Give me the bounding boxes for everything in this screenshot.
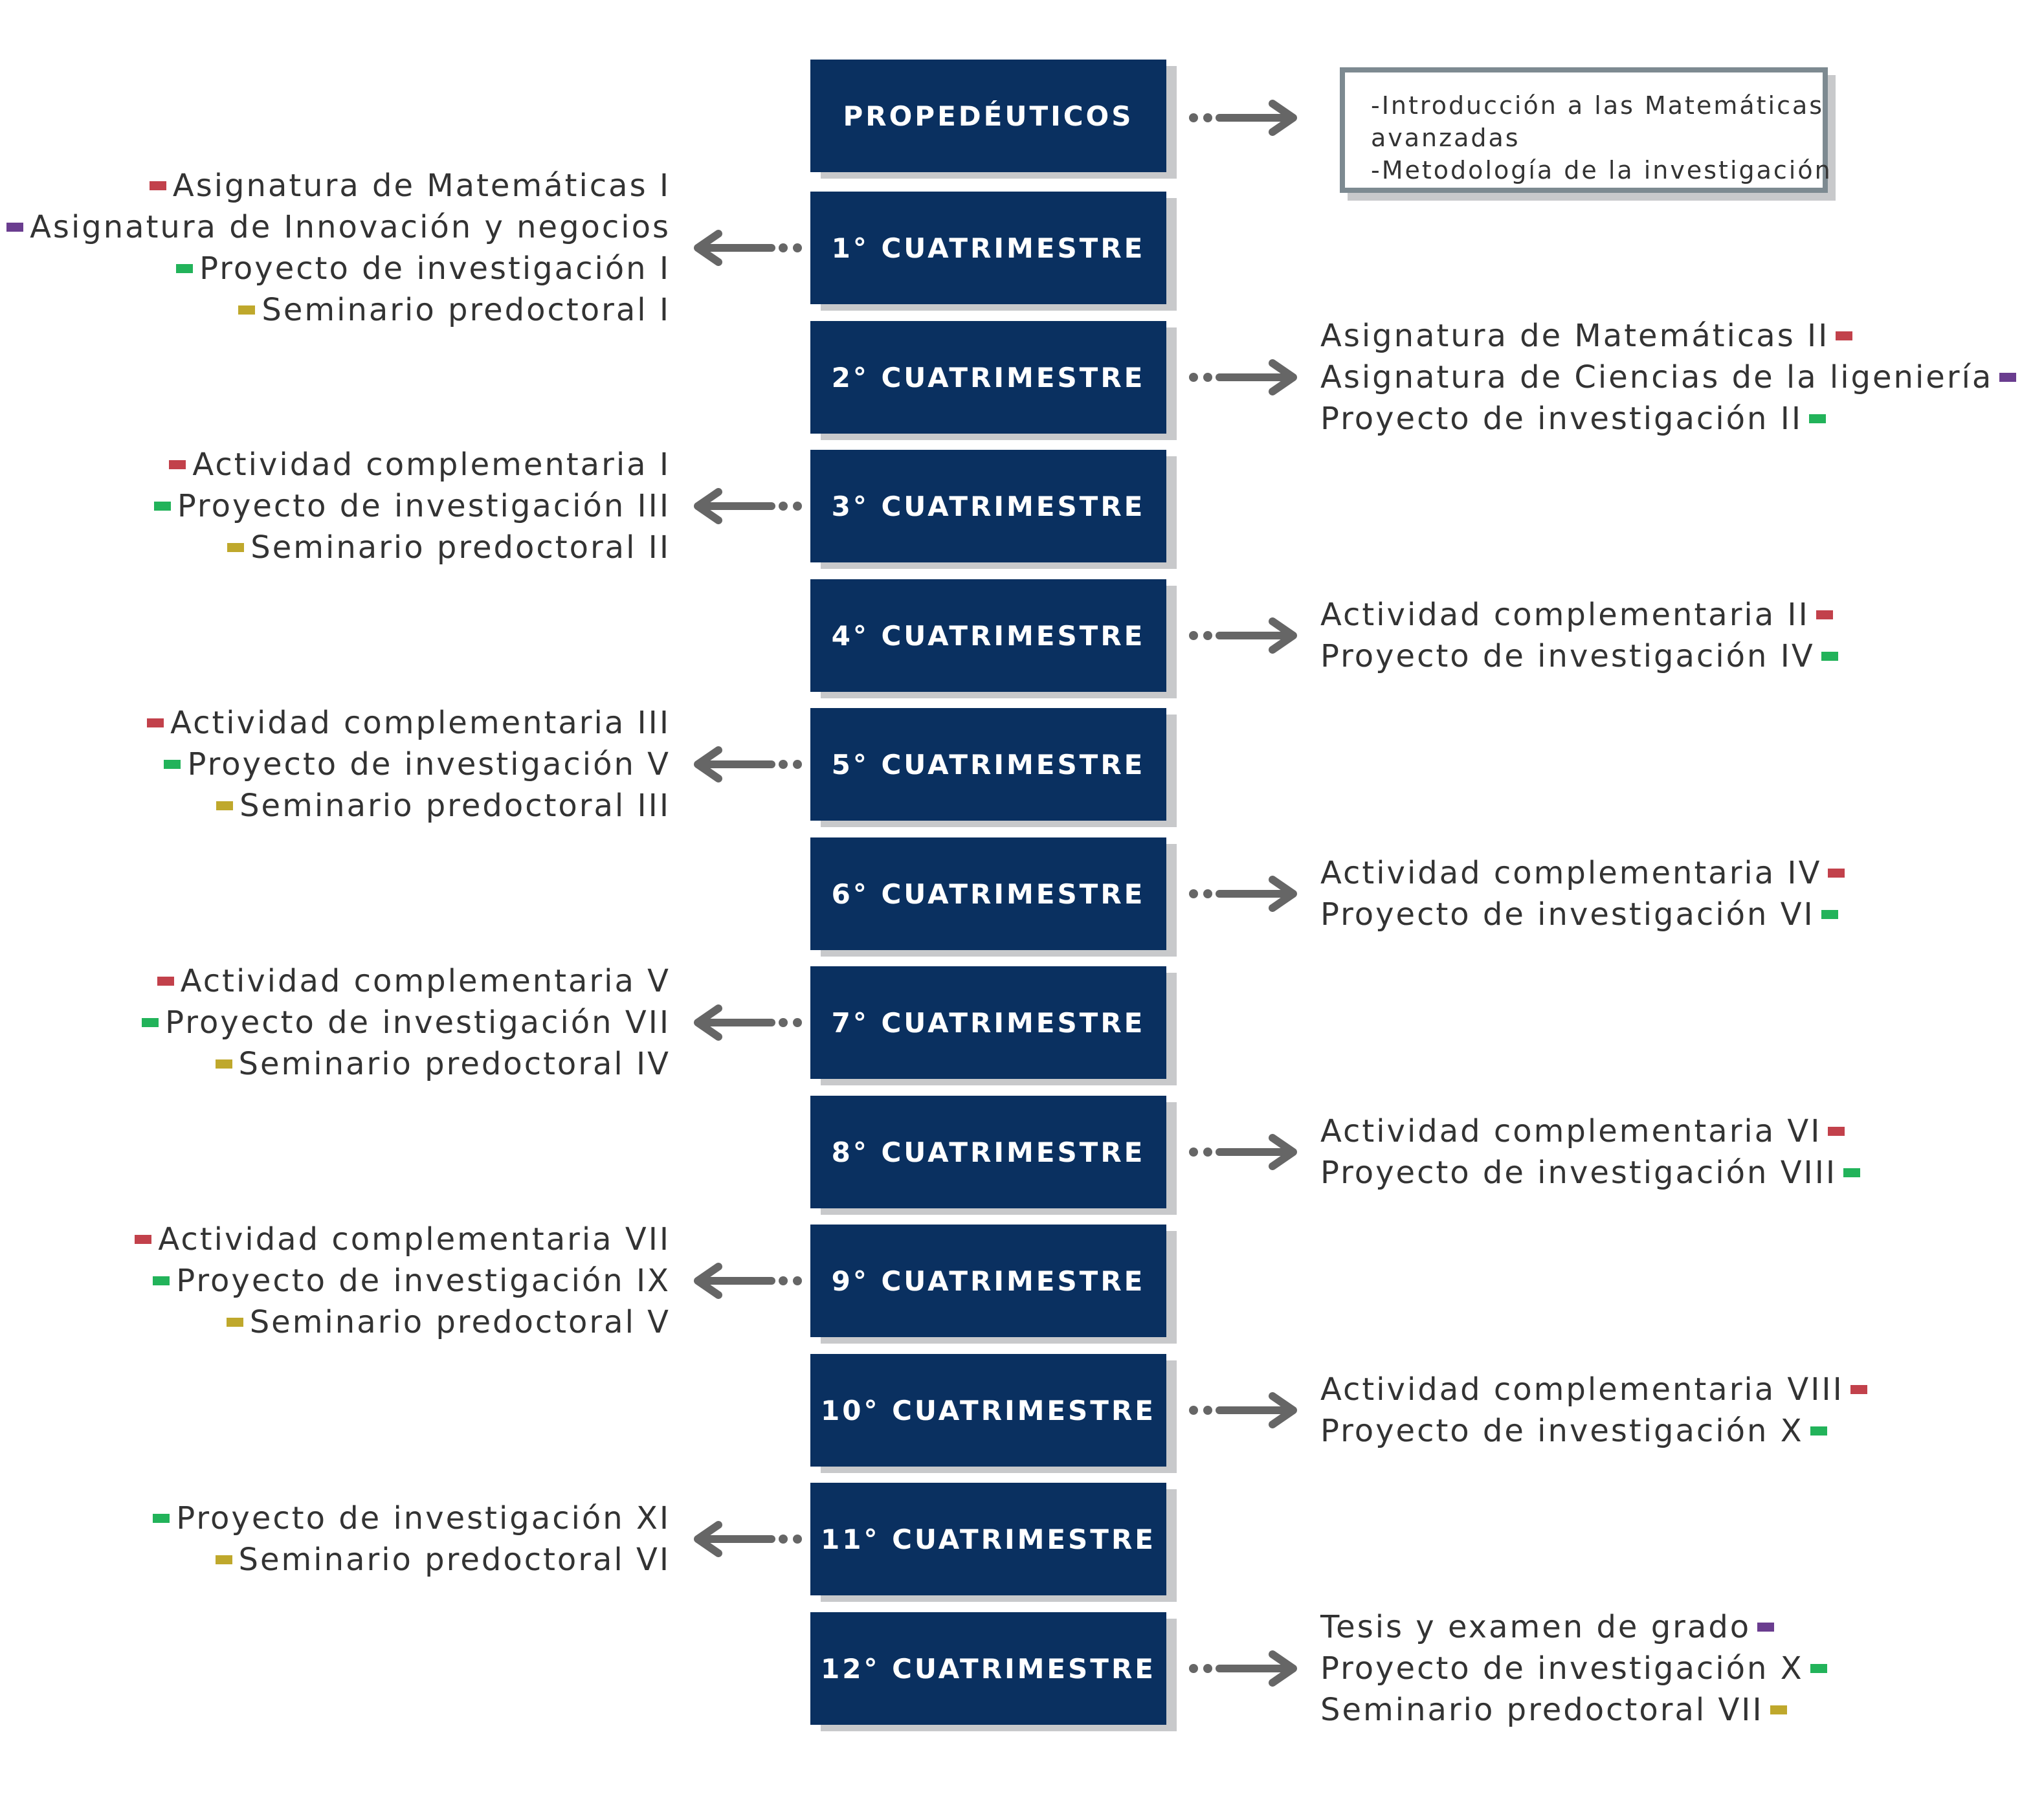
subject-item	[1320, 636, 1845, 677]
stage-subjects-list	[140, 702, 671, 826]
subject-item	[0, 248, 671, 289]
category-marker-icon	[142, 1018, 159, 1027]
subject-label: Actividad complementaria IV	[1320, 855, 1822, 891]
stage-box: 5° CUATRIMESTRE	[810, 708, 1166, 821]
propedeuticos-item: avanzadas	[1371, 124, 1520, 152]
category-marker-icon	[1770, 1705, 1787, 1714]
subject-item	[135, 1002, 671, 1043]
subject-item	[148, 485, 671, 527]
subject-label: Tesis y examen de grado	[1320, 1609, 1751, 1645]
stage-subjects-list	[146, 1498, 671, 1580]
subject-item	[146, 1539, 671, 1580]
subject-item	[1320, 852, 1851, 894]
subject-label: Actividad complementaria VI	[1320, 1113, 1822, 1149]
subject-item	[1320, 1152, 1867, 1193]
subject-item	[146, 1498, 671, 1539]
category-marker-icon	[227, 1318, 243, 1327]
subject-item	[0, 206, 671, 248]
arrow-right-icon	[1188, 1649, 1305, 1688]
category-marker-icon	[6, 223, 23, 232]
subject-label: Proyecto de investigación VI	[1320, 896, 1815, 933]
subject-item	[140, 785, 671, 826]
arrow-left-icon	[686, 1003, 803, 1042]
arrow-left-icon	[686, 228, 803, 267]
subject-item	[0, 289, 671, 331]
subject-label: Seminario predoctoral I	[261, 292, 671, 328]
stage-box: 11° CUATRIMESTRE	[810, 1483, 1166, 1595]
arrow-right-icon	[1188, 616, 1305, 655]
subject-label: Seminario predoctoral VI	[238, 1542, 671, 1578]
subject-label: Proyecto de investigación XI	[176, 1500, 671, 1536]
subject-item	[1320, 1606, 1834, 1648]
subject-label: Seminario predoctoral IV	[238, 1046, 671, 1082]
category-marker-icon	[238, 305, 255, 315]
subject-label: Proyecto de investigación IX	[176, 1263, 671, 1299]
subject-label: Proyecto de investigación I	[199, 250, 671, 287]
subject-label: Seminario predoctoral III	[239, 788, 671, 824]
category-marker-icon	[153, 1514, 170, 1523]
category-marker-icon	[1828, 869, 1845, 878]
subject-item	[1320, 594, 1845, 636]
subject-item	[1320, 1689, 1834, 1731]
stage-subjects-list	[1320, 852, 1851, 935]
subject-label: Actividad complementaria V	[180, 963, 671, 999]
arrow-left-icon	[686, 1261, 803, 1300]
subject-label: Proyecto de investigación VIII	[1320, 1155, 1837, 1191]
stage-box: 1° CUATRIMESTRE	[810, 192, 1166, 304]
arrow-left-icon	[686, 487, 803, 526]
subject-item	[1320, 1111, 1867, 1152]
category-marker-icon	[1810, 1664, 1827, 1673]
subject-label: Proyecto de investigación III	[177, 488, 671, 524]
category-marker-icon	[227, 543, 244, 552]
stage-subjects-list	[1320, 1606, 1834, 1731]
subject-item	[135, 960, 671, 1002]
stage-subjects-list	[128, 1219, 671, 1343]
category-marker-icon	[1757, 1623, 1774, 1632]
category-marker-icon	[176, 264, 193, 273]
category-marker-icon	[1828, 1127, 1845, 1136]
subject-item	[1320, 1410, 1874, 1452]
subject-item	[148, 444, 671, 485]
subject-label: Asignatura de Matemáticas I	[172, 168, 671, 204]
subject-label: Actividad complementaria VIII	[1320, 1371, 1844, 1408]
category-marker-icon	[216, 801, 233, 810]
category-marker-icon	[1810, 1426, 1827, 1436]
subject-label: Proyecto de investigación IV	[1320, 638, 1815, 674]
category-marker-icon	[157, 977, 174, 986]
category-marker-icon	[216, 1555, 232, 1564]
subject-label: Asignatura de Innovación y negocios	[30, 209, 671, 245]
subject-item	[1320, 894, 1851, 935]
subject-item	[1320, 398, 2023, 439]
category-marker-icon	[1816, 610, 1833, 619]
subject-label: Actividad complementaria VII	[158, 1221, 671, 1258]
arrow-left-icon	[686, 745, 803, 784]
category-marker-icon	[169, 460, 186, 469]
arrow-right-icon	[1188, 1391, 1305, 1430]
subject-item	[128, 1302, 671, 1343]
stage-subjects-list	[1320, 1369, 1874, 1452]
arrow-right-icon	[1188, 1133, 1305, 1171]
subject-label: Proyecto de investigación X	[1320, 1413, 1804, 1449]
subject-label: Seminario predoctoral V	[249, 1304, 671, 1340]
category-marker-icon	[135, 1235, 151, 1244]
stage-subjects-list	[1320, 1111, 1867, 1193]
stage-box: 9° CUATRIMESTRE	[810, 1225, 1166, 1337]
subject-item	[1320, 315, 2023, 357]
category-marker-icon	[1843, 1168, 1860, 1177]
category-marker-icon	[164, 760, 181, 769]
category-marker-icon	[1999, 373, 2016, 382]
subject-label: Proyecto de investigación VII	[165, 1004, 671, 1041]
category-marker-icon	[1821, 910, 1838, 919]
subject-label: Proyecto de investigación II	[1320, 401, 1803, 437]
stage-box: 12° CUATRIMESTRE	[810, 1612, 1166, 1725]
subject-item	[128, 1219, 671, 1260]
stage-box-propedeuticos: PROPEDÉUTICOS	[810, 60, 1166, 172]
subject-label: Asignatura de Ciencias de la ligeniería	[1320, 359, 1994, 395]
stage-subjects-list	[148, 444, 671, 568]
stage-box: 2° CUATRIMESTRE	[810, 321, 1166, 434]
category-marker-icon	[154, 502, 171, 511]
propedeuticos-item: -Introducción a las Matemáticas	[1371, 91, 1825, 120]
subject-item	[1320, 1648, 1834, 1689]
subject-item	[140, 702, 671, 744]
stage-box: 7° CUATRIMESTRE	[810, 966, 1166, 1079]
subject-label: Seminario predoctoral II	[250, 529, 671, 566]
stage-box: 4° CUATRIMESTRE	[810, 579, 1166, 692]
subject-label: Proyecto de investigación X	[1320, 1650, 1804, 1687]
category-marker-icon	[1821, 652, 1838, 661]
stage-box: 6° CUATRIMESTRE	[810, 837, 1166, 950]
subject-item	[135, 1043, 671, 1085]
subject-label: Actividad complementaria III	[170, 705, 671, 741]
subject-item	[128, 1260, 671, 1302]
subject-item	[140, 744, 671, 785]
category-marker-icon	[147, 718, 164, 727]
subject-label: Asignatura de Matemáticas II	[1320, 318, 1830, 354]
subject-item	[1320, 357, 2023, 398]
subject-item	[0, 165, 671, 206]
stage-subjects-list	[1320, 315, 2023, 439]
arrow-right-icon	[1188, 358, 1305, 397]
subject-label: Actividad complementaria I	[192, 447, 671, 483]
arrow-left-icon	[686, 1520, 803, 1558]
stage-box: 10° CUATRIMESTRE	[810, 1354, 1166, 1467]
stage-box: 8° CUATRIMESTRE	[810, 1096, 1166, 1208]
stage-box: 3° CUATRIMESTRE	[810, 450, 1166, 562]
subject-label: Seminario predoctoral VII	[1320, 1692, 1764, 1728]
propedeuticos-detail-box	[1340, 67, 1832, 193]
category-marker-icon	[1809, 414, 1826, 423]
subject-item	[148, 527, 671, 568]
propedeuticos-item: -Metodología de la investigación	[1371, 156, 1832, 184]
arrow-right-icon	[1188, 98, 1305, 137]
stage-subjects-list	[135, 960, 671, 1085]
category-marker-icon	[1836, 331, 1852, 340]
category-marker-icon	[153, 1276, 170, 1285]
category-marker-icon	[150, 181, 166, 190]
category-marker-icon	[216, 1059, 232, 1069]
subject-item	[1320, 1369, 1874, 1410]
subject-label: Actividad complementaria II	[1320, 597, 1810, 633]
subject-label: Proyecto de investigación V	[187, 746, 671, 782]
stage-subjects-list	[1320, 594, 1845, 677]
category-marker-icon	[1850, 1385, 1867, 1394]
stage-subjects-list	[0, 165, 671, 331]
arrow-right-icon	[1188, 874, 1305, 913]
